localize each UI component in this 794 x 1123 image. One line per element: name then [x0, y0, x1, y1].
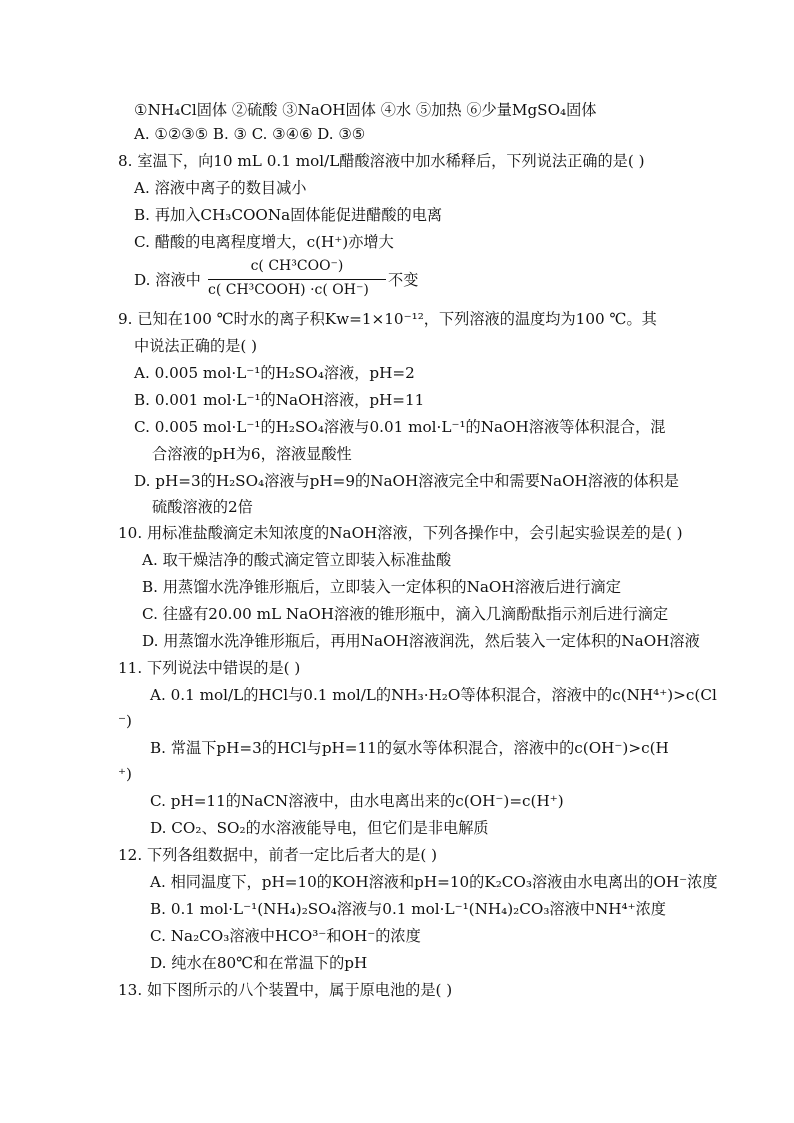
- q10-option-d: D. 用蒸馏水洗净锥形瓶后，再用NaOH溶液润洗，然后装入一定体积的NaOH溶液: [142, 632, 700, 650]
- q8-option-d-prefix: D. 溶液中: [134, 271, 201, 289]
- reagent-list: ①NH₄Cl固体 ②硫酸 ③NaOH固体 ④水 ⑤加热 ⑥少量MgSO₄固体: [134, 101, 597, 119]
- question-8: 8. 室温下，向10 mL 0.1 mol/L醋酸溶液中加水稀释后，下列说法正确的是( ): [118, 152, 645, 170]
- q9-option-d-cont: 硫酸溶液的2倍: [152, 498, 253, 516]
- question-11: 11. 下列说法中错误的是( ): [118, 659, 301, 677]
- fraction-numerator: c( CH³COO⁻): [250, 258, 344, 274]
- q11-option-d: D. CO₂、SO₂的水溶液能导电，但它们是非电解质: [150, 819, 489, 837]
- q11-option-b: B. 常温下pH=3的HCl与pH=11的氨水等体积混合，溶液中的c(OH⁻)>c(H: [150, 739, 669, 757]
- q10-option-c: C. 往盛有20.00 mL NaOH溶液的锥形瓶中，滴入几滴酚酞指示剂后进行滴定: [142, 605, 669, 623]
- q10-option-a: A. 取干燥洁净的酸式滴定管立即装入标准盐酸: [142, 551, 452, 569]
- q8-option-c: C. 醋酸的电离程度增大，c(H⁺)亦增大: [134, 233, 394, 251]
- question-13: 13. 如下图所示的八个装置中，属于原电池的是( ): [118, 981, 453, 999]
- q8-option-a: A. 溶液中离子的数目减小: [134, 179, 307, 197]
- question-12: 12. 下列各组数据中，前者一定比后者大的是( ): [118, 846, 438, 864]
- q9-option-c-cont: 合溶液的pH为6，溶液显酸性: [152, 445, 352, 463]
- q8-option-d-suffix: 不变: [388, 271, 419, 289]
- q11-option-a: A. 0.1 mol/L的HCl与0.1 mol/L的NH₃·H₂O等体积混合，溶液中的c(NH⁴⁺)>c(Cl: [150, 686, 717, 704]
- q8-option-d-fraction: [208, 258, 438, 302]
- q11-option-a-cont: ⁻): [118, 712, 132, 730]
- q9-option-d: D. pH=3的H₂SO₄溶液与pH=9的NaOH溶液完全中和需要NaOH溶液的体积是: [134, 472, 679, 490]
- question-9-cont: 中说法正确的是( ): [134, 337, 257, 355]
- q12-option-c: C. Na₂CO₃溶液中HCO³⁻和OH⁻的浓度: [150, 927, 421, 945]
- q12-option-b: B. 0.1 mol·L⁻¹(NH₄)₂SO₄溶液与0.1 mol·L⁻¹(NH₄)₂CO₃溶液中NH⁴⁺浓度: [150, 900, 666, 918]
- question-10: 10. 用标准盐酸滴定未知浓度的NaOH溶液，下列各操作中，会引起实验误差的是( ): [118, 524, 683, 542]
- q11-option-c: C. pH=11的NaCN溶液中，由水电离出来的c(OH⁻)=c(H⁺): [150, 792, 564, 810]
- q9-option-c: C. 0.005 mol·L⁻¹的H₂SO₄溶液与0.01 mol·L⁻¹的NaOH溶液等体积混合，混: [134, 418, 666, 436]
- fraction-denominator: c( CH³COOH) ·c( OH⁻): [208, 282, 369, 298]
- q8-option-b: B. 再加入CH₃COONa固体能促进醋酸的电离: [134, 206, 443, 224]
- q11-option-b-cont: ⁺): [118, 765, 132, 783]
- q12-option-a: A. 相同温度下，pH=10的KOH溶液和pH=10的K₂CO₃溶液由水电离出的OH⁻浓度: [150, 873, 718, 891]
- q10-option-b: B. 用蒸馏水洗净锥形瓶后，立即装入一定体积的NaOH溶液后进行滴定: [142, 578, 621, 596]
- q9-option-a: A. 0.005 mol·L⁻¹的H₂SO₄溶液，pH=2: [134, 364, 415, 382]
- q7-options: A. ①②③⑤ B. ③ C. ③④⑥ D. ③⑤: [134, 125, 366, 143]
- question-9: 9. 已知在100 ℃时水的离子积Kw=1×10⁻¹²，下列溶液的温度均为100 ℃。其: [118, 310, 657, 328]
- fraction-bar: [208, 279, 386, 280]
- q9-option-b: B. 0.001 mol·L⁻¹的NaOH溶液，pH=11: [134, 391, 425, 409]
- q12-option-d: D. 纯水在80℃和在常温下的pH: [150, 954, 368, 972]
